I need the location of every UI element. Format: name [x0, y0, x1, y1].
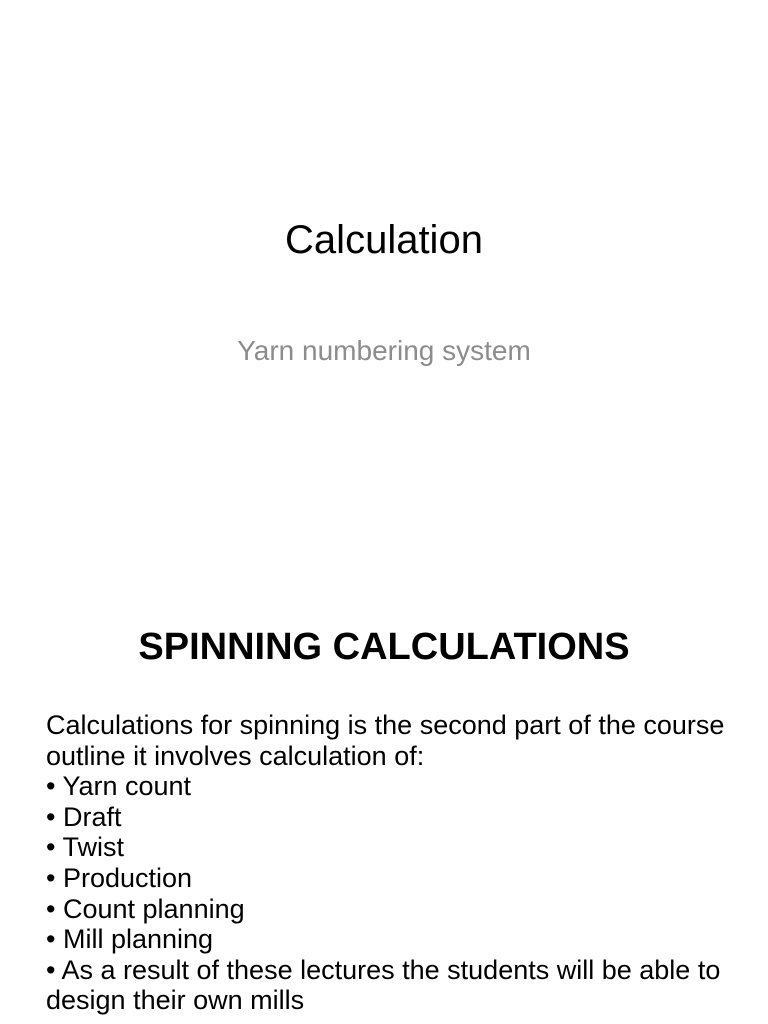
slide-title: Calculation	[285, 218, 483, 262]
bullet-icon: •	[46, 862, 56, 893]
list-item	[46, 802, 736, 833]
bullet-icon: •	[46, 893, 56, 924]
bullet-icon: •	[46, 801, 56, 832]
list-item-text: Yarn count	[62, 771, 192, 802]
bullet-icon: •	[46, 954, 56, 985]
bullet-icon: •	[46, 771, 56, 802]
slide-heading: SPINNING CALCULATIONS	[138, 626, 630, 668]
list-item-text: Draft	[62, 801, 122, 832]
bullet-icon: •	[46, 924, 56, 955]
slide-subtitle: Yarn numbering system	[237, 335, 531, 366]
bullet-list	[46, 771, 736, 1016]
list-item	[46, 924, 736, 955]
list-item-text: As a result of these lectures the students will be able to design their own mills	[46, 954, 721, 1016]
list-item	[46, 863, 736, 894]
list-item	[46, 832, 736, 863]
list-item-text: Twist	[62, 832, 124, 863]
list-item-text: Count planning	[62, 893, 245, 924]
bullet-icon: •	[46, 832, 56, 863]
list-item-text: Production	[62, 862, 193, 893]
list-item-text: Mill planning	[62, 924, 214, 955]
intro-text: Calculations for spinning is the second part of the course outline it involves calculation of:	[46, 710, 725, 771]
list-item	[46, 955, 736, 1016]
slide-body	[46, 710, 736, 1016]
list-item	[46, 771, 736, 802]
content-slide	[0, 560, 768, 1024]
list-item	[46, 894, 736, 925]
